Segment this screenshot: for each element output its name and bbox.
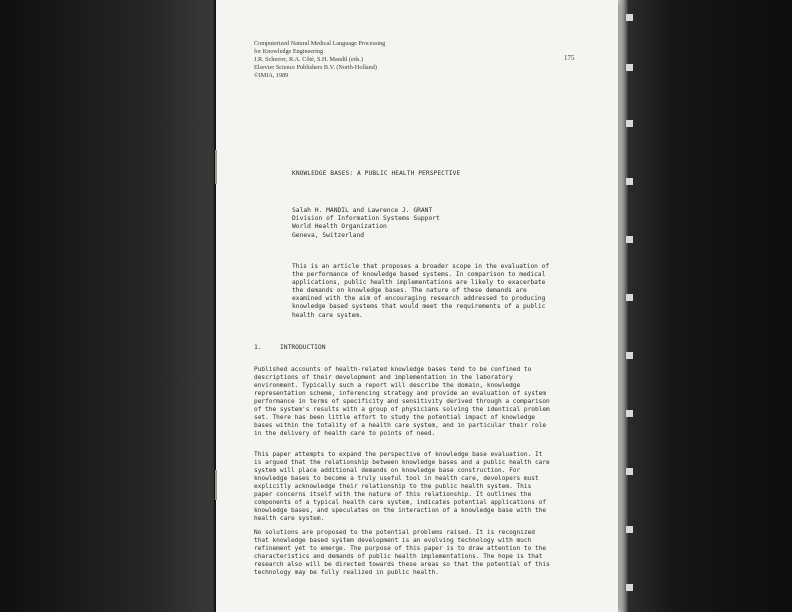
header-line: J.R. Scherrer, R.A. Côté, S.H. Mandil (eds.): [254, 56, 363, 64]
paragraph-line: knowledge bases to become a truly useful tool in health care, developers must: [254, 475, 539, 483]
section-number: 1.: [254, 344, 262, 351]
page-edge-tabs: [624, 0, 636, 612]
paragraph-line: explicitly acknowledge their relationship to the public health system. This: [254, 483, 532, 491]
paragraph-line: that knowledge based system development is an evolving technology with much: [254, 537, 532, 545]
author-line: Salah H. MANDIL and Lawrence J. GRANT: [292, 207, 433, 214]
paragraph-line: This paper attempts to expand the perspective of knowledge base evaluation. It: [254, 451, 543, 458]
abstract-line: examined with the aim of encouraging research addressed to producing: [292, 295, 546, 303]
paragraph-line: knowledge bases, and speculates on the interaction of a knowledge base with the: [254, 507, 547, 515]
paragraph-line: Published accounts of health-related knowledge bases tend to be confined to: [254, 366, 532, 373]
body-paragraph: [254, 366, 550, 438]
publication-header: [254, 40, 385, 80]
abstract-line: health care system.: [292, 311, 363, 319]
document-page: [216, 0, 618, 612]
paper-title: KNOWLEDGE BASES: A PUBLIC HEALTH PERSPECTIVE: [292, 170, 461, 177]
header-line: Computerized Natural Medical Language Processing: [254, 40, 386, 47]
paragraph-line: environment. Typically such a report will describe the domain, knowledge: [254, 382, 521, 390]
paragraph-line: bases within the totality of a health care system, and in particular their role: [254, 422, 547, 430]
body-paragraph: [254, 451, 550, 523]
paragraph-line: components of a typical health care system, indicates potential applications of: [254, 499, 547, 507]
author-block: [292, 207, 440, 240]
abstract-line: the performance of knowledge based systems. In comparison to medical: [292, 271, 546, 279]
author-line: Division of Information Systems Support: [292, 215, 440, 223]
header-line: Elsevier Science Publishers B.V. (North-Holland): [254, 64, 377, 72]
abstract-line: applications, public health implementations are likely to exacerbate: [292, 279, 546, 287]
page-number: 175: [564, 54, 575, 62]
paragraph-line: in the delivery of health care to points of need.: [254, 430, 436, 438]
paragraph-line: system will place additional demands on knowledge base construction. For: [254, 467, 521, 475]
paragraph-line: research also will be directed towards these areas so that the potential of this: [254, 561, 550, 569]
abstract-line: This is an article that proposes a broader scope in the evaluation of: [292, 263, 550, 270]
paragraph-line: performance in terms of specificity and sensitivity derived through a comparison: [254, 398, 550, 406]
header-line: ©IMIA, 1989: [254, 72, 289, 80]
paragraph-line: descriptions of their development and implementation in the laboratory: [254, 374, 513, 382]
paragraph-line: health care system.: [254, 515, 325, 523]
paragraph-line: No solutions are proposed to the potential problems raised. It is recognized: [254, 529, 535, 536]
binding-mark: [215, 150, 217, 184]
header-line: for Knowledge Engineering: [254, 48, 324, 56]
section-heading: [254, 344, 326, 351]
paragraph-line: characteristics and demands of public health implementations. The hope is that: [254, 553, 543, 561]
paragraph-line: of the system's results with a group of physicians solving the identical problem: [254, 406, 550, 414]
abstract-line: the demands on knowledge bases. The nature of these demands are: [292, 287, 527, 295]
author-line: Geneva, Switzerland: [292, 231, 365, 239]
abstract-line: knowledge based systems that would meet the requirements of a public: [292, 303, 546, 311]
paragraph-line: is argued that the relationship between knowledge bases and a public health care: [254, 459, 550, 467]
author-line: World Health Organization: [292, 223, 387, 231]
paragraph-line: technology may be fully realized in public health.: [254, 569, 439, 577]
section-title: INTRODUCTION: [280, 344, 326, 351]
paragraph-line: refinement yet to emerge. The purpose of this paper is to draw attention to the: [254, 545, 547, 553]
paragraph-line: representation scheme, inferencing strategy and provide an evaluation of system: [254, 390, 547, 398]
binding-mark: [215, 470, 217, 500]
paragraph-line: set. There has been little effort to study the potential impact of knowledge: [254, 414, 535, 422]
scan-background-right: [624, 0, 792, 612]
body-paragraph: [254, 529, 550, 577]
scan-background-left: [0, 0, 214, 612]
paragraph-line: paper concerns itself with the nature of this relationship. It outlines the: [254, 491, 532, 499]
abstract: [292, 263, 549, 320]
